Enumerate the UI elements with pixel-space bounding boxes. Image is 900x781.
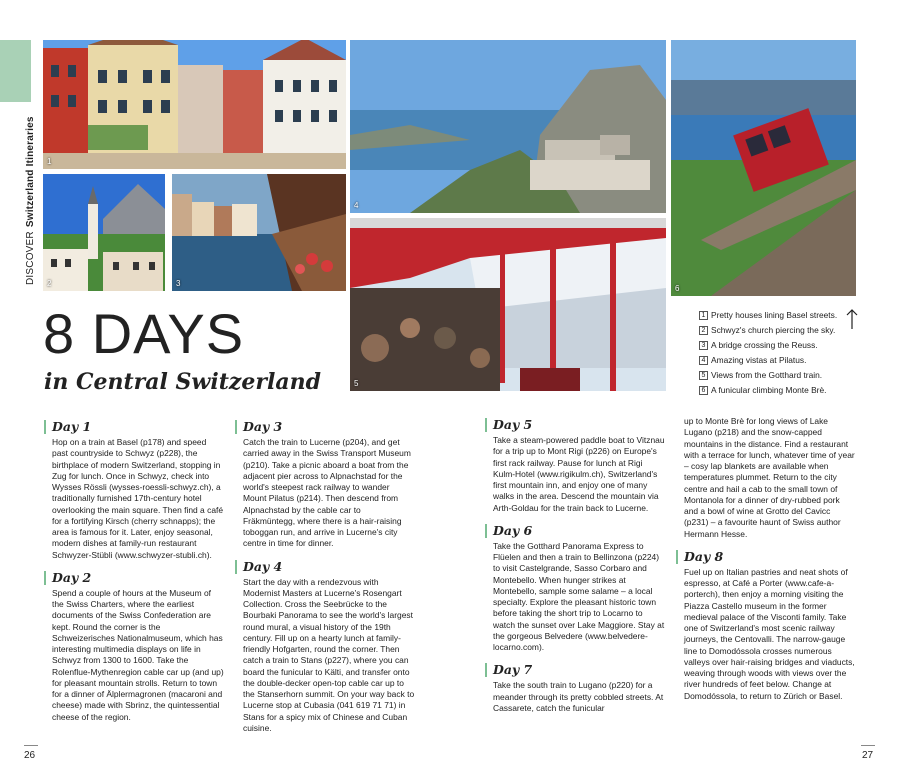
running-header xyxy=(25,116,36,285)
day-text: Start the day with a rendezvous with Modernist Masters at Lucerne's Rosengart Collection. Cross the Seebrücke to the Bourbaki Panorama to see the world's largest round mural, a visual history of the 19th century. Fill up on a hearty lunch at family-friendly Hofgarten, round the corner. Then catch a train to Stans (p227), where you can board the funicular to Kälti, and transfer onto the double-decker open-top cable car up to the Stanserhorn summit. On your way back to Lucerne stop at Cubasia (041 619 71 71) in Stans for a spicy mix of Chinese and Cuban cuisine. xyxy=(243,576,415,733)
photo-number: 5 xyxy=(354,379,359,388)
caption-item: 5 Views from the Gotthard train. xyxy=(699,368,864,383)
page-title: 8 DAYS xyxy=(43,302,245,365)
day-block xyxy=(676,550,856,702)
caption-item: 1 Pretty houses lining Basel streets. xyxy=(699,308,864,323)
section-label: DISCOVER xyxy=(25,231,36,285)
day-heading: Day 6 xyxy=(485,524,665,538)
itinerary-column-1 xyxy=(44,420,224,733)
day-text: Hop on a train at Basel (p178) and speed past countryside to Schwyz (p228), the birthplace of modern Switzerland, stopping in Zug for lunch. Once in Schwyz, check into Wysses Rössli (wysses-roessli-schwyz.ch), a traditionally furnished 17th-century hotel overlooking the main square. Then find a café for a fortifying Kirsch (cherry schnapps); the area is famous for it. Later, enjoy seasonal, modern dishes at family-run restaurant Schwyzer-Stübli (www.schwyzer-stubli.ch). xyxy=(52,437,224,560)
day-heading: Day 3 xyxy=(235,420,415,434)
photo-number: 4 xyxy=(354,201,359,210)
day-text: Catch the train to Lucerne (p204), and get carried away in the Swiss Transport Museum (p210). Take a picnic aboard a boat from the adjacent pier across to Alpnachstad for the world's steepest rack railway to wander Mount Pilatus (p214). Then descend from Alpnachstad by the cable car to Fräkmüntegg, where there is a hair-raising toboggan run, and arrive in Lucerne's city centre in time for dinner. xyxy=(243,437,411,549)
photo-number: 3 xyxy=(176,279,181,288)
photo-funicular xyxy=(671,40,856,296)
section-tab xyxy=(0,40,31,102)
day-text: Fuel up on Italian pastries and neat shots of espresso, at Café a Porter (www.cafe-a-porterch), then enjoy a morning visiting the Piazza Castello museum in the former medieval palace of the Visconti family. Take one of Switzerland's most scenic railway journeys, the Centovalli. The narrow-gauge line to Domodóssola crosses numerous valleys over hair-raising bridges and viaducts, weaving through woods with views over the river hundreds of feet below. Change at Domodóssola, to return to Zürich or Basel. xyxy=(684,566,855,701)
caption-item: 2 Schwyz's church piercing the sky. xyxy=(699,323,864,338)
itinerary-column-4 xyxy=(676,416,856,712)
day-heading: Day 4 xyxy=(235,560,415,574)
day-heading: Day 2 xyxy=(44,571,224,585)
photo-number: 6 xyxy=(675,284,680,293)
photo-captions xyxy=(699,308,864,398)
day-block xyxy=(235,420,415,550)
day-text: Take the south train to Lugano (p220) for a meander through its pretty cobbled streets. At Cassarete, catch the funicular xyxy=(493,680,664,713)
divider xyxy=(24,745,38,746)
day-text: Take a steam-powered paddle boat to Vitznau for a trip up to Mont Rigi (p226) on Europe's first rack railway. Pause for lunch at Rigi Kulm-Hotel (www.rigikulm.ch), Switzerland's first mountain inn, and enjoy one of many walks in the area. Descend the mountain via Arth-Goldau for the train back to Lucerne. xyxy=(493,435,665,513)
itinerary-column-2 xyxy=(235,420,415,744)
divider xyxy=(861,745,875,746)
day-block xyxy=(235,560,415,735)
photo-bridge xyxy=(172,174,346,291)
day-text: Spend a couple of hours at the Museum of the Swiss Charters, where the earliest documents of the Swiss Confederation are kept. Round the corner is the Schweizerisches Nationalmuseum, which has interesting multimedia displays on life in Schwyz from 1300 to 1600. Take the Rolenflue-Mythenregion cable car up (and up) for pleasant mountain strolls. Return to town for a dinner of Älplermagronen (macaroni and cheese) made with Sbrinz, the quintessential cheese of the region. xyxy=(52,587,224,722)
photo-number: 1 xyxy=(47,157,52,166)
photo-houses xyxy=(43,40,346,169)
page-subtitle: in Central Switzerland xyxy=(44,369,321,395)
photo-church xyxy=(43,174,165,291)
day-heading: Day 1 xyxy=(44,420,224,434)
photo-pilatus xyxy=(350,40,666,213)
day-block-continued xyxy=(676,416,856,540)
itinerary-column-3 xyxy=(485,418,665,724)
day-heading: Day 5 xyxy=(485,418,665,432)
day-block xyxy=(44,571,224,723)
caption-item: 6 A funicular climbing Monte Brè. xyxy=(699,383,864,398)
day-heading: Day 8 xyxy=(676,550,856,564)
caption-item: 4 Amazing vistas at Pilatus. xyxy=(699,353,864,368)
caption-item: 3 A bridge crossing the Reuss. xyxy=(699,338,864,353)
day-block xyxy=(485,663,665,714)
page-number-right: 27 xyxy=(862,750,874,761)
photo-number: 2 xyxy=(47,279,52,288)
day-block xyxy=(44,420,224,561)
day-text: up to Monte Brè for long views of Lake Lugano (p218) and the snow-capped mountains in the distance. Find a restaurant with a terrace for lunch, whatever time of year – cosy lap blankets are available when temperatures plummet. Return to the city centre and hail a cab to the small town of Montanola for a dinner of dry-rubbed pork and a bowl of wine at Grotto del Cavicc (p231) – a favourite haunt of Swiss author Hermann Hesse. xyxy=(684,416,855,539)
day-block xyxy=(485,524,665,654)
chapter-label: Switzerland Itineraries xyxy=(25,116,36,228)
day-text: Take the Gotthard Panorama Express to Flüelen and then a train to Bellinzona (p224) to visit Castelgrande, Sasso Corbaro and Montebello. When hunger strikes at Montebello, sample some salame – a local specialty. Explore the pleasant historic town before taking the short trip to Locarno to watch the sunset over Lake Maggiore. Stay at the gorgeous Belvedere (www.belvedere-locarno.com). xyxy=(493,540,665,652)
day-block xyxy=(485,418,665,514)
day-heading: Day 7 xyxy=(485,663,665,677)
page-number-left: 26 xyxy=(24,750,36,761)
photo-train-interior xyxy=(350,218,666,391)
arrow-up-icon xyxy=(845,308,859,330)
